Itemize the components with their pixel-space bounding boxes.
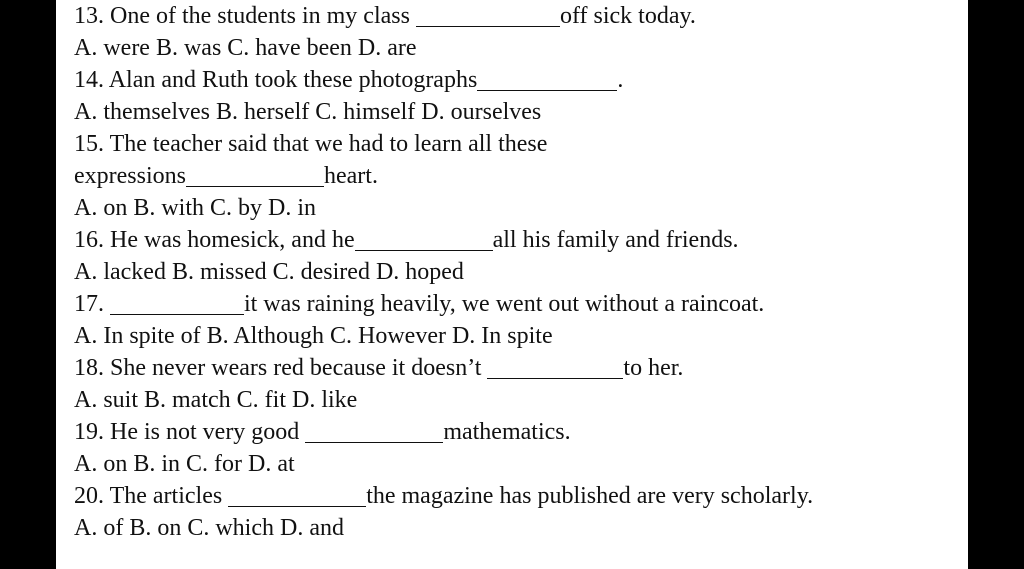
question-number: 17. xyxy=(74,291,104,317)
question-number: 19. xyxy=(74,419,104,445)
question-text: . xyxy=(617,67,624,93)
question-20-options: A. of B. on C. which D. and xyxy=(74,515,344,541)
question-14-stem xyxy=(74,64,623,96)
question-text: The teacher said that we had to learn all these xyxy=(109,131,548,157)
question-16-stem xyxy=(74,224,739,256)
question-13-stem xyxy=(74,0,696,32)
question-13-options: A. were B. was C. have been D. are xyxy=(74,35,417,61)
question-text: it was raining heavily, we went out without a raincoat. xyxy=(244,291,765,317)
answer-blank xyxy=(186,162,324,187)
question-text: expressions xyxy=(74,163,186,189)
question-text: He is not very good xyxy=(110,419,300,445)
question-19-stem xyxy=(74,416,571,448)
question-text: off sick today. xyxy=(559,3,696,29)
question-16-options: A. lacked B. missed C. desired D. hoped xyxy=(74,259,464,285)
answer-blank xyxy=(305,418,443,443)
answer-blank xyxy=(416,2,560,27)
question-17-options: A. In spite of B. Although C. However D. In spite xyxy=(74,323,553,349)
answer-blank xyxy=(487,354,623,379)
worksheet-page xyxy=(56,0,968,569)
question-17-stem xyxy=(74,288,764,320)
question-number: 18. xyxy=(74,355,104,381)
question-text: Alan and Ruth took these photographs xyxy=(108,67,478,93)
question-number: 16. xyxy=(74,227,104,253)
question-number: 13. xyxy=(74,3,104,29)
question-text: He was homesick, and he xyxy=(110,227,355,253)
question-15-stem xyxy=(74,128,547,160)
question-18-options: A. suit B. match C. fit D. like xyxy=(74,387,358,413)
question-text: heart. xyxy=(323,163,378,189)
question-20-stem xyxy=(74,480,813,512)
answer-blank xyxy=(228,482,366,507)
question-text: to her. xyxy=(623,355,684,381)
question-text: mathematics. xyxy=(443,419,571,445)
question-text: all his family and friends. xyxy=(492,227,739,253)
answer-blank xyxy=(110,290,244,315)
question-15-stem-continued xyxy=(74,160,378,192)
question-text: the magazine has published are very scholarly. xyxy=(366,483,814,509)
question-number: 15. xyxy=(74,131,104,157)
question-18-stem xyxy=(74,352,683,384)
answer-blank xyxy=(355,226,493,251)
question-number: 14. xyxy=(74,67,104,93)
question-19-options: A. on B. in C. for D. at xyxy=(74,451,295,477)
question-15-options: A. on B. with C. by D. in xyxy=(74,195,317,221)
question-text: The articles xyxy=(109,483,223,509)
question-number: 20. xyxy=(74,483,104,509)
question-14-options: A. themselves B. herself C. himself D. ourselves xyxy=(74,99,542,125)
answer-blank xyxy=(477,66,617,91)
question-text: She never wears red because it doesn’t xyxy=(110,355,482,381)
question-text: One of the students in my class xyxy=(110,3,410,29)
